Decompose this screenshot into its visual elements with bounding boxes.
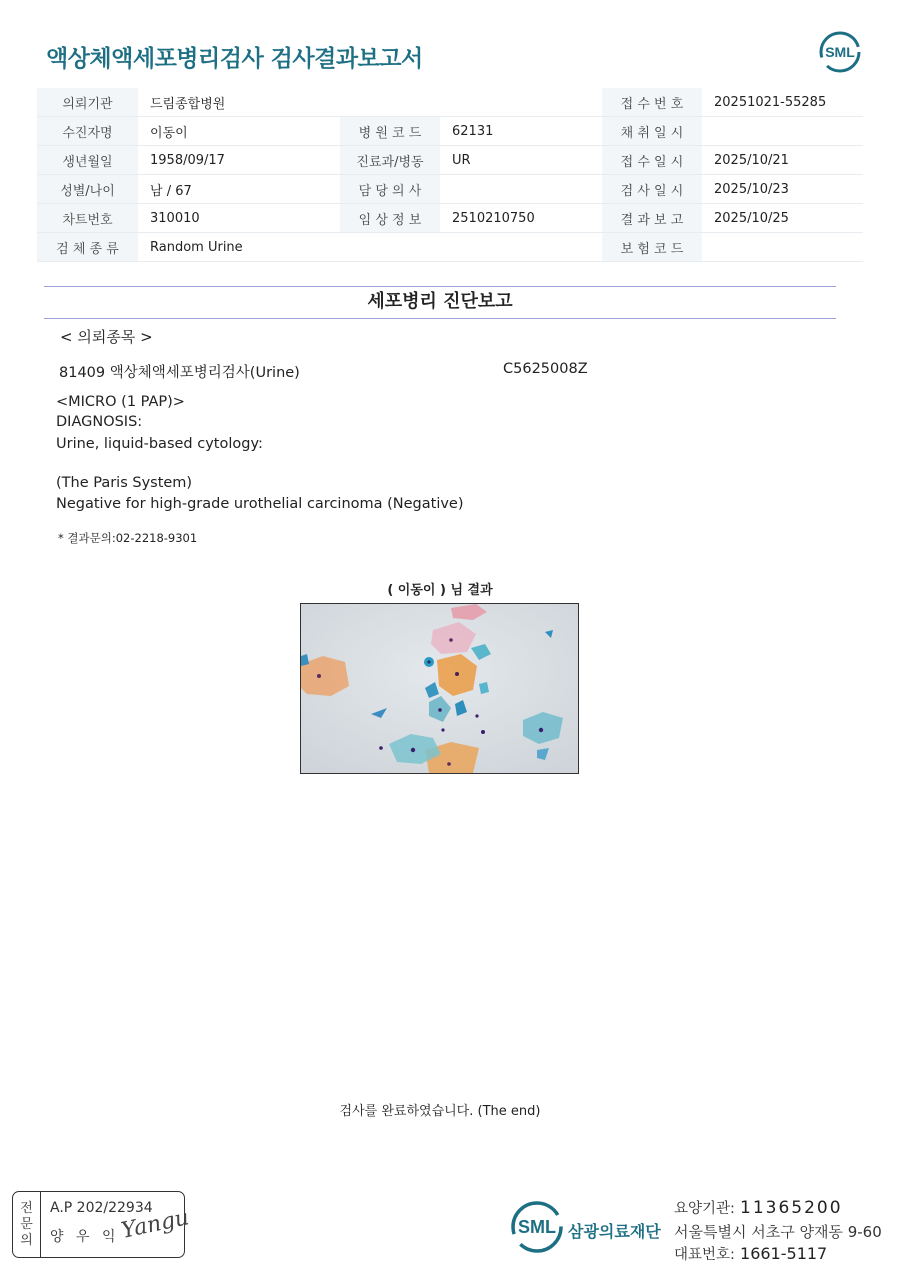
info-label: 담 당 의 사	[340, 175, 440, 204]
micrograph-image	[301, 604, 578, 773]
pathologist-stamp	[12, 1191, 192, 1258]
sml-logo-text: SML	[825, 44, 855, 60]
info-label	[340, 233, 440, 262]
info-label: 결 과 보 고	[602, 204, 702, 233]
info-label: 임 상 정 보	[340, 204, 440, 233]
image-caption: ( 이동이 ) 님 결과	[387, 583, 493, 598]
info-row	[37, 175, 863, 204]
section-title: 세포병리 진단보고	[367, 291, 513, 312]
org-name: 삼광의료재단	[568, 1222, 661, 1241]
institution-code-line	[674, 1197, 843, 1218]
info-value: 310010	[138, 204, 340, 233]
institution-code: 11365200	[740, 1198, 843, 1218]
info-label: 병 원 코 드	[340, 117, 440, 146]
info-label: 검 체 종 류	[37, 233, 138, 262]
info-value: 드림종합병원	[138, 88, 340, 117]
report-title: 액상체액세포병리검사 검사결과보고서	[46, 46, 423, 72]
sml-logo-icon	[818, 30, 862, 74]
info-value: 2025/10/25	[702, 204, 863, 233]
phone-line	[674, 1243, 827, 1264]
section-rule-bottom	[44, 318, 836, 319]
info-value: 1958/09/17	[138, 146, 340, 175]
info-label: 의뢰기관	[37, 88, 138, 117]
stamp-side-char: 의	[20, 1232, 33, 1248]
info-label: 채 취 일 시	[602, 117, 702, 146]
info-value: 이동이	[138, 117, 340, 146]
diagnosis-label: DIAGNOSIS:	[56, 414, 143, 430]
info-value: 2510210750	[440, 204, 602, 233]
stamp-license: A.P 202/22934	[50, 1200, 153, 1216]
org-logo-text: SML	[518, 1217, 556, 1237]
end-text: 검사를 완료하였습니다. (The end)	[339, 1104, 541, 1119]
micro-line: <MICRO (1 PAP)>	[56, 394, 185, 410]
specimen-line: Urine, liquid-based cytology:	[56, 436, 263, 452]
info-row	[37, 204, 863, 233]
info-label: 접 수 일 시	[602, 146, 702, 175]
signature-image: Yangu	[119, 1205, 192, 1244]
phone-number: 1661-5117	[740, 1244, 828, 1263]
contact-note: * 결과문의:02-2218-9301	[58, 531, 198, 545]
info-value	[702, 117, 863, 146]
diagnosis-result: Negative for high-grade urothelial carcinoma (Negative)	[56, 496, 464, 512]
info-label: 검 사 일 시	[602, 175, 702, 204]
info-label: 성별/나이	[37, 175, 138, 204]
info-label	[340, 88, 440, 117]
info-value	[440, 233, 602, 262]
phone-label: 대표번호:	[674, 1247, 735, 1263]
info-value	[440, 88, 602, 117]
stamp-name: 양 우 익	[50, 1229, 120, 1245]
cytology-micrograph	[300, 603, 579, 774]
info-value: 남 / 67	[138, 175, 340, 204]
info-label: 생년월일	[37, 146, 138, 175]
info-value: 2025/10/21	[702, 146, 863, 175]
info-label: 진료과/병동	[340, 146, 440, 175]
order-item: 81409 액상체액세포병리검사(Urine)	[59, 365, 300, 381]
paris-system-line: (The Paris System)	[56, 475, 193, 491]
info-row	[37, 233, 863, 262]
org-logo-icon	[510, 1200, 564, 1254]
stamp-side-label	[13, 1192, 41, 1257]
info-label: 차트번호	[37, 204, 138, 233]
patient-info-table	[37, 88, 863, 262]
info-value	[440, 175, 602, 204]
info-label: 수진자명	[37, 117, 138, 146]
info-label: 보 험 코 드	[602, 233, 702, 262]
info-label: 접 수 번 호	[602, 88, 702, 117]
info-row	[37, 117, 863, 146]
org-address: 서울특별시 서초구 양재동 9-60	[674, 1223, 882, 1241]
info-row	[37, 146, 863, 175]
order-heading: < 의뢰종목 >	[60, 328, 153, 346]
institution-code-label: 요양기관:	[674, 1201, 735, 1217]
info-value: 62131	[440, 117, 602, 146]
info-value: UR	[440, 146, 602, 175]
info-value: Random Urine	[138, 233, 340, 262]
stamp-side-char: 전	[20, 1200, 33, 1216]
order-code: C5625008Z	[503, 361, 588, 377]
info-value: 2025/10/23	[702, 175, 863, 204]
info-value	[702, 233, 863, 262]
info-row	[37, 88, 863, 117]
stamp-side-char: 문	[20, 1216, 33, 1232]
info-value: 20251021-55285	[702, 88, 863, 117]
